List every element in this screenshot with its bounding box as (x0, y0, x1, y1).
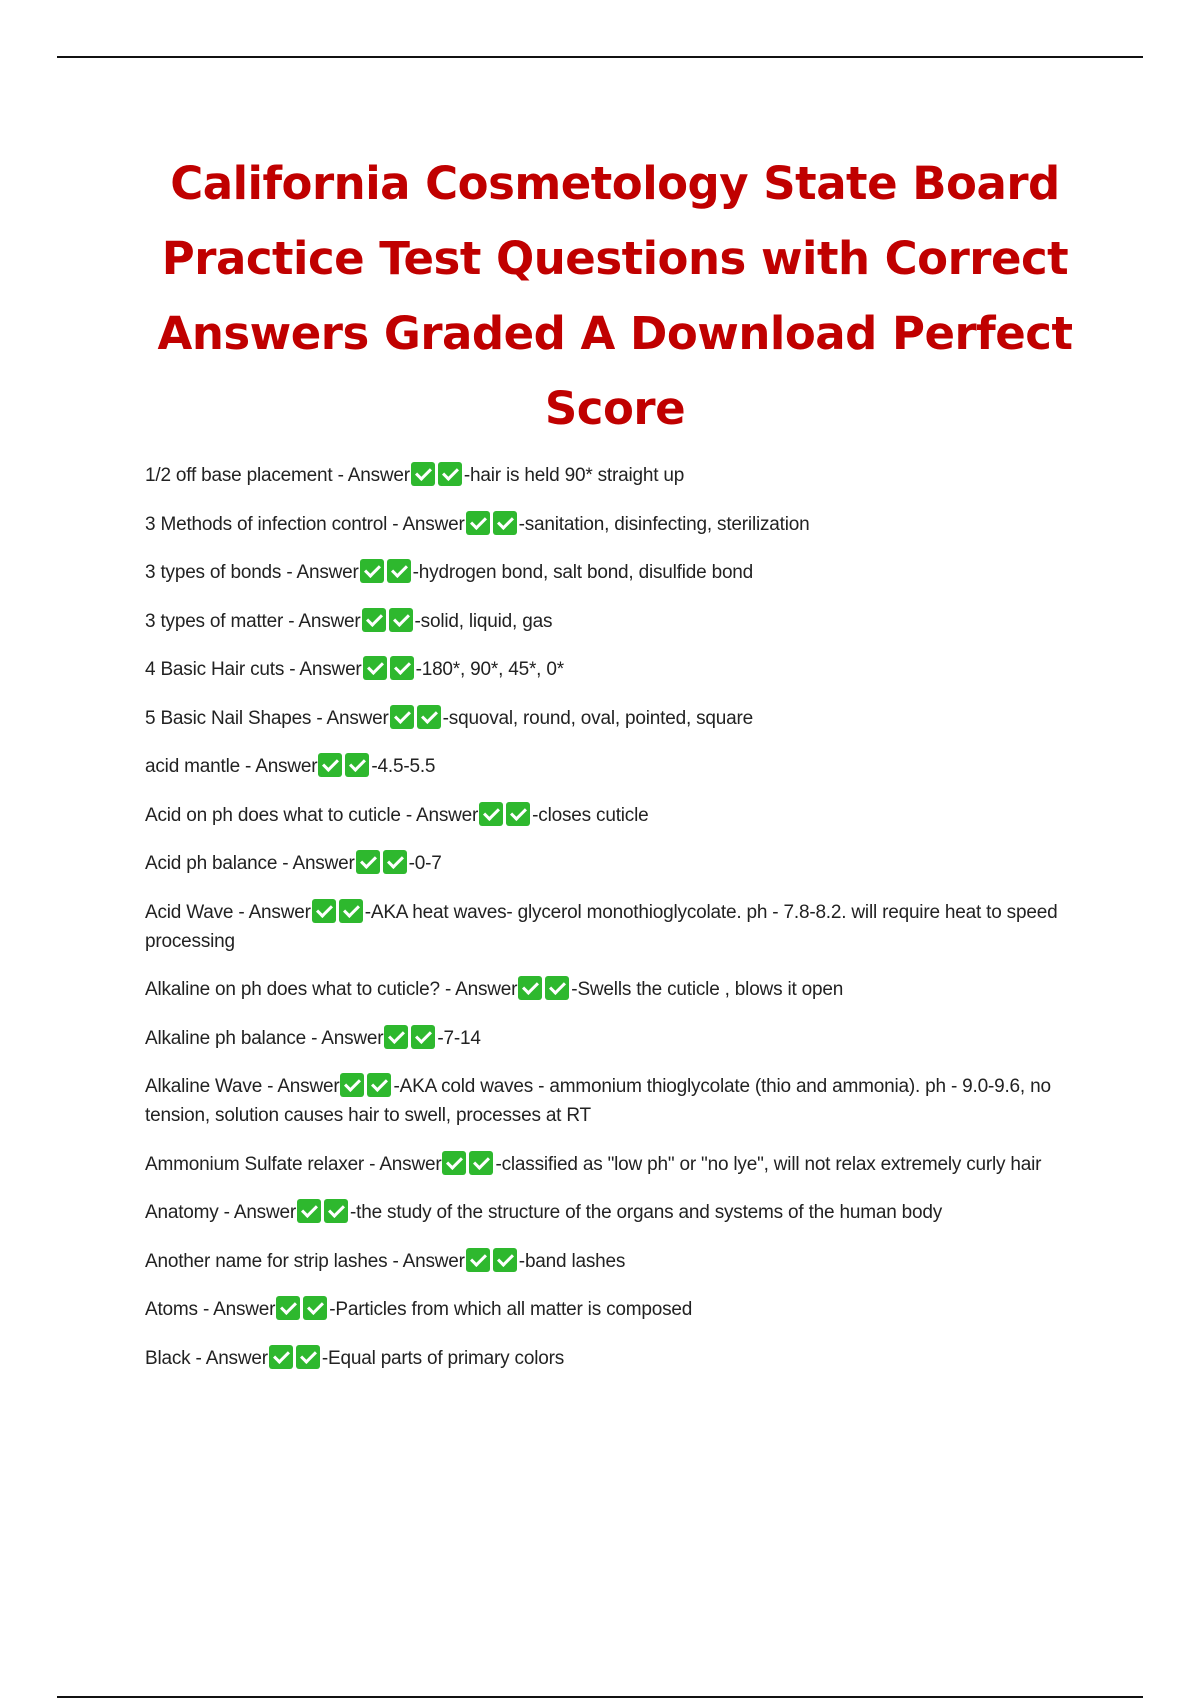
qa-item: Atoms - Answer -Particles from which all matter is composed (145, 1295, 1090, 1324)
check-mark-icon (506, 802, 530, 826)
check-mark-icon (545, 976, 569, 1000)
answer-label: Answer (233, 1202, 296, 1223)
answer-text: hydrogen bond, salt bond, disulfide bond (418, 562, 754, 583)
question-term: Atoms (145, 1299, 198, 1320)
check-mark-icon (442, 1151, 466, 1175)
answer-label: Answer (402, 1250, 465, 1272)
question-term: Black (145, 1347, 191, 1369)
check-mark-icon (390, 656, 414, 680)
qa-item: acid mantle - Answer -4.5-5.5 (145, 752, 1090, 781)
answer-label: Answer (213, 1299, 276, 1320)
answer-text: the study of the structure of the organs and systems of the human body (356, 1202, 943, 1223)
check-mark-icon (466, 1248, 490, 1272)
answer-label: Answer (416, 804, 479, 826)
check-mark-icon (312, 899, 336, 923)
check-mark-icon (360, 559, 384, 583)
check-mark-icon (493, 511, 517, 535)
answer-text: sanitation, disinfecting, sterilization (524, 513, 810, 535)
answer-label: Answer (298, 610, 361, 632)
qa-item: Another name for strip lashes - Answer -band lashes (145, 1247, 1090, 1276)
question-term: Alkaline Wave (145, 1076, 263, 1097)
check-mark-icon (363, 656, 387, 680)
answer-label: Answer (296, 562, 359, 583)
answer-label: Answer (299, 659, 362, 680)
check-mark-icon (345, 753, 369, 777)
answer-text: classified as "low ph" or "no lye", will not relax extremely curly hair (501, 1153, 1042, 1175)
question-term: Alkaline ph balance (145, 1027, 306, 1049)
answer-text: 180*, 90*, 45*, 0* (421, 659, 564, 680)
answer-label: Answer (321, 1027, 384, 1049)
check-mark-icon (339, 899, 363, 923)
check-mark-icon (356, 850, 380, 874)
qa-item: Alkaline on ph does what to cuticle? - Answer -Swells the cuticle , blows it open (145, 975, 1090, 1004)
check-mark-icon (411, 462, 435, 486)
check-mark-icon (383, 850, 407, 874)
qa-item: Acid Wave - Answer -AKA heat waves- glycerol monothioglycolate. ph - 7.8-8.2. will require heat to speed processing (145, 898, 1090, 956)
check-mark-icon (324, 1199, 348, 1223)
check-mark-icon (362, 608, 386, 632)
check-mark-icon (296, 1345, 320, 1369)
check-mark-icon (518, 976, 542, 1000)
check-mark-icon (469, 1151, 493, 1175)
answer-text: closes cuticle (538, 804, 649, 826)
qa-item: Ammonium Sulfate relaxer - Answer -classified as "low ph" or "no lye", will not relax extremely curly hair (145, 1150, 1090, 1179)
question-term: 5 Basic Nail Shapes (145, 707, 312, 729)
answer-label: Answer (402, 513, 465, 535)
answer-text: Particles from which all matter is composed (335, 1299, 693, 1320)
question-term: acid mantle (145, 756, 240, 777)
qa-item: 4 Basic Hair cuts - Answer -180*, 90*, 45*, 0* (145, 655, 1090, 684)
answer-label: Answer (326, 707, 389, 729)
check-mark-icon (297, 1199, 321, 1223)
answer-label: Answer (347, 465, 410, 486)
qa-item: Alkaline Wave - Answer -AKA cold waves - ammonium thioglycolate (thio and ammonia). ph - 9.0-9.6, no tension, solution causes hair to swell, processes at RT (145, 1072, 1090, 1130)
check-mark-icon (318, 753, 342, 777)
answer-text: squoval, round, oval, pointed, square (448, 707, 753, 729)
check-mark-icon (276, 1296, 300, 1320)
answer-text: AKA heat waves- glycerol monothioglycolate. ph - 7.8-8.2. will require heat to speed processing (145, 901, 1058, 952)
qa-list (145, 461, 1090, 1392)
qa-item: 1/2 off base placement - Answer -hair is held 90* straight up (145, 461, 1090, 490)
qa-item: 5 Basic Nail Shapes - Answer -squoval, round, oval, pointed, square (145, 704, 1090, 733)
bottom-rule (57, 1696, 1143, 1698)
answer-text: Swells the cuticle , blows it open (577, 979, 844, 1000)
check-mark-icon (389, 608, 413, 632)
answer-text: AKA cold waves - ammonium thioglycolate (thio and ammonia). ph - 9.0-9.6, no tension, solution causes hair to swell, processes at RT (145, 1076, 1051, 1126)
check-mark-icon (493, 1248, 517, 1272)
check-mark-icon (269, 1345, 293, 1369)
check-mark-icon (411, 1025, 435, 1049)
qa-item: Acid on ph does what to cuticle - Answer -closes cuticle (145, 801, 1090, 830)
question-term: Alkaline on ph does what to cuticle? (145, 979, 440, 1000)
question-term: Ammonium Sulfate relaxer (145, 1153, 365, 1175)
answer-text: 0-7 (414, 853, 442, 874)
answer-text: 7-14 (443, 1027, 481, 1049)
question-term: Acid Wave (145, 901, 234, 923)
question-term: Acid ph balance (145, 853, 278, 874)
answer-text: 4.5-5.5 (377, 756, 436, 777)
qa-item: 3 types of bonds - Answer -hydrogen bond, salt bond, disulfide bond (145, 558, 1090, 587)
document-title: California Cosmetology State Board Practice Test Questions with Correct Answers Graded A Download Perfect Score (157, 157, 1073, 435)
question-term: 3 Methods of infection control (145, 513, 388, 535)
qa-item: Acid ph balance - Answer -0-7 (145, 849, 1090, 878)
check-mark-icon (390, 705, 414, 729)
answer-text: band lashes (524, 1250, 626, 1272)
qa-item: Anatomy - Answer -the study of the structure of the organs and systems of the human body (145, 1198, 1090, 1227)
question-term: Acid on ph does what to cuticle (145, 804, 401, 826)
question-term: 3 types of matter (145, 610, 284, 632)
check-mark-icon (384, 1025, 408, 1049)
answer-label: Answer (205, 1347, 268, 1369)
qa-item: 3 types of matter - Answer -solid, liquid, gas (145, 607, 1090, 636)
answer-text: Equal parts of primary colors (328, 1347, 565, 1369)
check-mark-icon (340, 1073, 364, 1097)
answer-label: Answer (292, 853, 355, 874)
answer-label: Answer (255, 756, 318, 777)
qa-item: Alkaline ph balance - Answer -7-14 (145, 1024, 1090, 1053)
answer-label: Answer (248, 901, 311, 923)
question-term: 1/2 off base placement (145, 465, 333, 486)
qa-item: Black - Answer -Equal parts of primary colors (145, 1344, 1090, 1373)
check-mark-icon (387, 559, 411, 583)
check-mark-icon (303, 1296, 327, 1320)
answer-text: hair is held 90* straight up (470, 465, 685, 486)
answer-label: Answer (455, 979, 518, 1000)
qa-item: 3 Methods of infection control - Answer -sanitation, disinfecting, sterilization (145, 510, 1090, 539)
check-mark-icon (479, 802, 503, 826)
check-mark-icon (466, 511, 490, 535)
question-term: Anatomy (145, 1202, 219, 1223)
check-mark-icon (367, 1073, 391, 1097)
top-rule (57, 56, 1143, 58)
question-term: Another name for strip lashes (145, 1250, 388, 1272)
question-term: 3 types of bonds (145, 562, 282, 583)
answer-text: solid, liquid, gas (420, 610, 553, 632)
answer-label: Answer (277, 1076, 340, 1097)
question-term: 4 Basic Hair cuts (145, 659, 285, 680)
answer-label: Answer (379, 1153, 442, 1175)
check-mark-icon (438, 462, 462, 486)
check-mark-icon (417, 705, 441, 729)
